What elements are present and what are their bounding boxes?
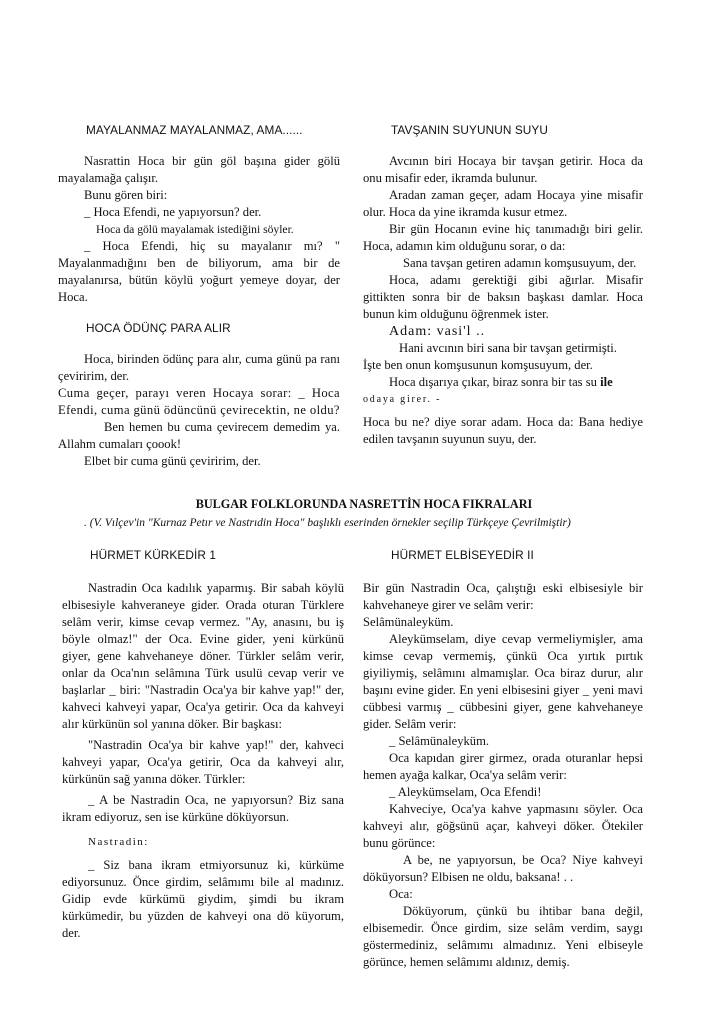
paragraph: Nasrattin Hoca bir gün göl başına gider gölü mayalamağa çalışır. [58, 154, 340, 185]
paragraph: Hoca, adamı gerektiği gibi ağırlar. Misafir gittikten sonra bir de baksın başkası damlar. Hoca bunun kim olduğunu öğrenmek ister. [363, 273, 643, 321]
story-heading-mayalanmaz: MAYALANMAZ MAYALANMAZ, AMA...... [86, 123, 303, 137]
paragraph: Adam: vasi'l .. [389, 324, 486, 339]
paragraph: Nastradin Oca kadılık yaparmış. Bir sabah köylü elbisesiyle kahveraneye gider. Orada oturan Türklere selâm verir, kimse cevap vermez. "Ay, anasını, bu iş böyle olmaz!" der Oca. Evine gider, yeni kürkünü giyer, gene kahvehaneye döner. Türkler selâm verir, onlar da Oca'nın selâmına Türk usulü cevap verir ve başlarlar _ biri: "Nastradin Oca'ya bir kahve yap!" der, kahveci kahveyi yapar, Oca'ya getirir. Oca da kahveyi alır kürkünün sol yanına döker. Bir başkası: [62, 581, 344, 731]
paragraph: Hoca da gölü mayalamak istediğini söyler. [96, 223, 294, 236]
paragraph: _ Hoca Efendi, hiç su mayalanır mı? " Mayalanmadığını ben de biliyorum, ama bir de mayalanırsa, bütün köylü yoğurt yemeye doyar, der Hoca. [58, 239, 340, 304]
paragraph: "Nastradin Oca'ya bir kahve yap!" der, kahveci kahveyi yapar, Oca'ya getirir, Oca da kahveyi alır, kürkünün sağ yanına döker. Türkler: [62, 738, 344, 786]
paragraph: _ A be Nastradin Oca, ne yapıyorsun? Biz sana ikram ediyoruz, sen ise kürküne döküyorsun. [62, 793, 344, 824]
paragraph-text: Hoca dışarıya çıkar, biraz sonra bir tas su [389, 375, 597, 389]
story-heading-hurmet-elbise: HÜRMET ELBİSEYEDİR II [391, 548, 534, 562]
paragraph: Bir gün Nastradin Oca, çalıştığı eski elbisesiyle bir kahvehaneye girer ve selâm verir: [363, 581, 643, 612]
paragraph: Sana tavşan getiren adamın komşusuyum, der. [403, 256, 637, 270]
top-right-column [363, 122, 643, 448]
paragraph: _ Siz bana ikram etmiyorsunuz ki, kürküme ediyorsunuz. Önce girdim, selâmımı bile al madınız. Gidip evde kürkümü giydim, şimdi bu ikram kürkümedir, bu yüzden de kahveyi ona dö küyorum, der. [62, 858, 344, 940]
paragraph: Cuma geçer, parayı veren Hocaya sorar: _ Hoca Efendi, cuma günü ödüncünü çevirecektin, ne oldu? [58, 386, 340, 417]
bottom-right-column [363, 547, 643, 971]
story-heading-hurmet-kurk: HÜRMET KÜRKEDİR 1 [90, 548, 217, 562]
paragraph: _ Aleykümselam, Oca Efendi! [389, 785, 542, 799]
section-subtitle: . (V. Vılçev'in "Kurnaz Petır ve Nastrıdin Hoca" başlıklı eserinden örnekler seçilip Türkçeye Çevrilmiştir) [84, 517, 571, 529]
paragraph: Aradan zaman geçer, adam Hocaya yine misafir olur. Hoca da yine ikramda kusur etmez. [363, 188, 643, 219]
paragraph: Hani avcının biri sana bir tavşan getirmişti. [399, 341, 617, 355]
paragraph: Oca: [389, 887, 413, 901]
section-title: BULGAR FOLKLORUNDA NASRETTİN HOCA FIKRALARI [195, 497, 533, 511]
paragraph: Selâmünaleyküm. [363, 615, 454, 629]
paragraph [363, 374, 643, 391]
paragraph: _ Hoca Efendi, ne yapıyorsun? der. [84, 205, 262, 219]
paragraph: Döküyorum, çünkü bu ihtibar bana değil, elbisemedir. Önce girdim, size selâm verdim, saygı göstermediniz, selâmımı almadınız. Yeni elbiseyle görünce, hemen selâmımı aldınız, demiş. [363, 904, 643, 969]
story-heading-odunc-para: HOCA ÖDÜNÇ PARA ALIR [86, 321, 231, 335]
paragraph: _ Selâmünaleyküm. [389, 734, 490, 748]
paragraph: İşte ben onun komşusunun komşusuyum, der. [363, 358, 593, 372]
story-heading-tavsan: TAVŞANIN SUYUNUN SUYU [391, 123, 549, 137]
paragraph: Avcının biri Hocaya bir tavşan getirir. Hoca da onu misafir eder, ikramda bulunur. [363, 154, 643, 185]
speaker-label: Nastradin: [88, 836, 149, 848]
paragraph: Kahveciye, Oca'ya kahve yapmasını söyler. Oca kahveyi alır, göğsünü açar, kahveyi döker. Ötekiler bunu görünce: [363, 802, 643, 850]
paragraph: Ben hemen bu cuma çevirecem demedim ya. Allahm cumaları çoook! [58, 420, 340, 451]
paragraph: Oca kapıdan girer girmez, orada oturanlar hepsi hemen ayağa kalkar, Oca'ya selâm verir: [363, 751, 643, 782]
small-spaced-text: odaya girer. - [363, 394, 442, 405]
paragraph: Bunu gören biri: [84, 188, 168, 202]
paragraph: A be, ne yapıyorsun, be Oca? Niye kahveyi döküyorsun? Elbisen ne oldu, baksana! . . [363, 853, 643, 884]
paragraph: Hoca, birinden ödünç para alır, cuma günü pa ranı çeviririm, der. [58, 352, 340, 383]
top-left-column [58, 122, 340, 470]
paragraph: Elbet bir cuma günü çeviririm, der. [84, 454, 261, 468]
bottom-left-column [62, 547, 344, 942]
paragraph: Aleykümselam, diye cevap vermeliymişler, ama kimse cevap vermemiş, çünkü Oca yırtık pırtık giyiliymiş, selâmını almamışlar. Oca biraz durur, alır başını evine gider. En yeni elbisesini giyer _ yeni mavi cübbesi varmış _ cübbesini giyer, gene kahvehaneye gider. Selâm verir: [363, 632, 643, 731]
paragraph: Bir gün Hocanın evine hiç tanımadığı biri gelir. Hoca, adamın kim olduğunu sorar, o da: [363, 222, 643, 253]
paragraph: Hoca bu ne? diye sorar adam. Hoca da: Bana hediye edilen tavşanın suyunun suyu, der. [363, 415, 643, 446]
bold-word: ile [600, 375, 613, 389]
